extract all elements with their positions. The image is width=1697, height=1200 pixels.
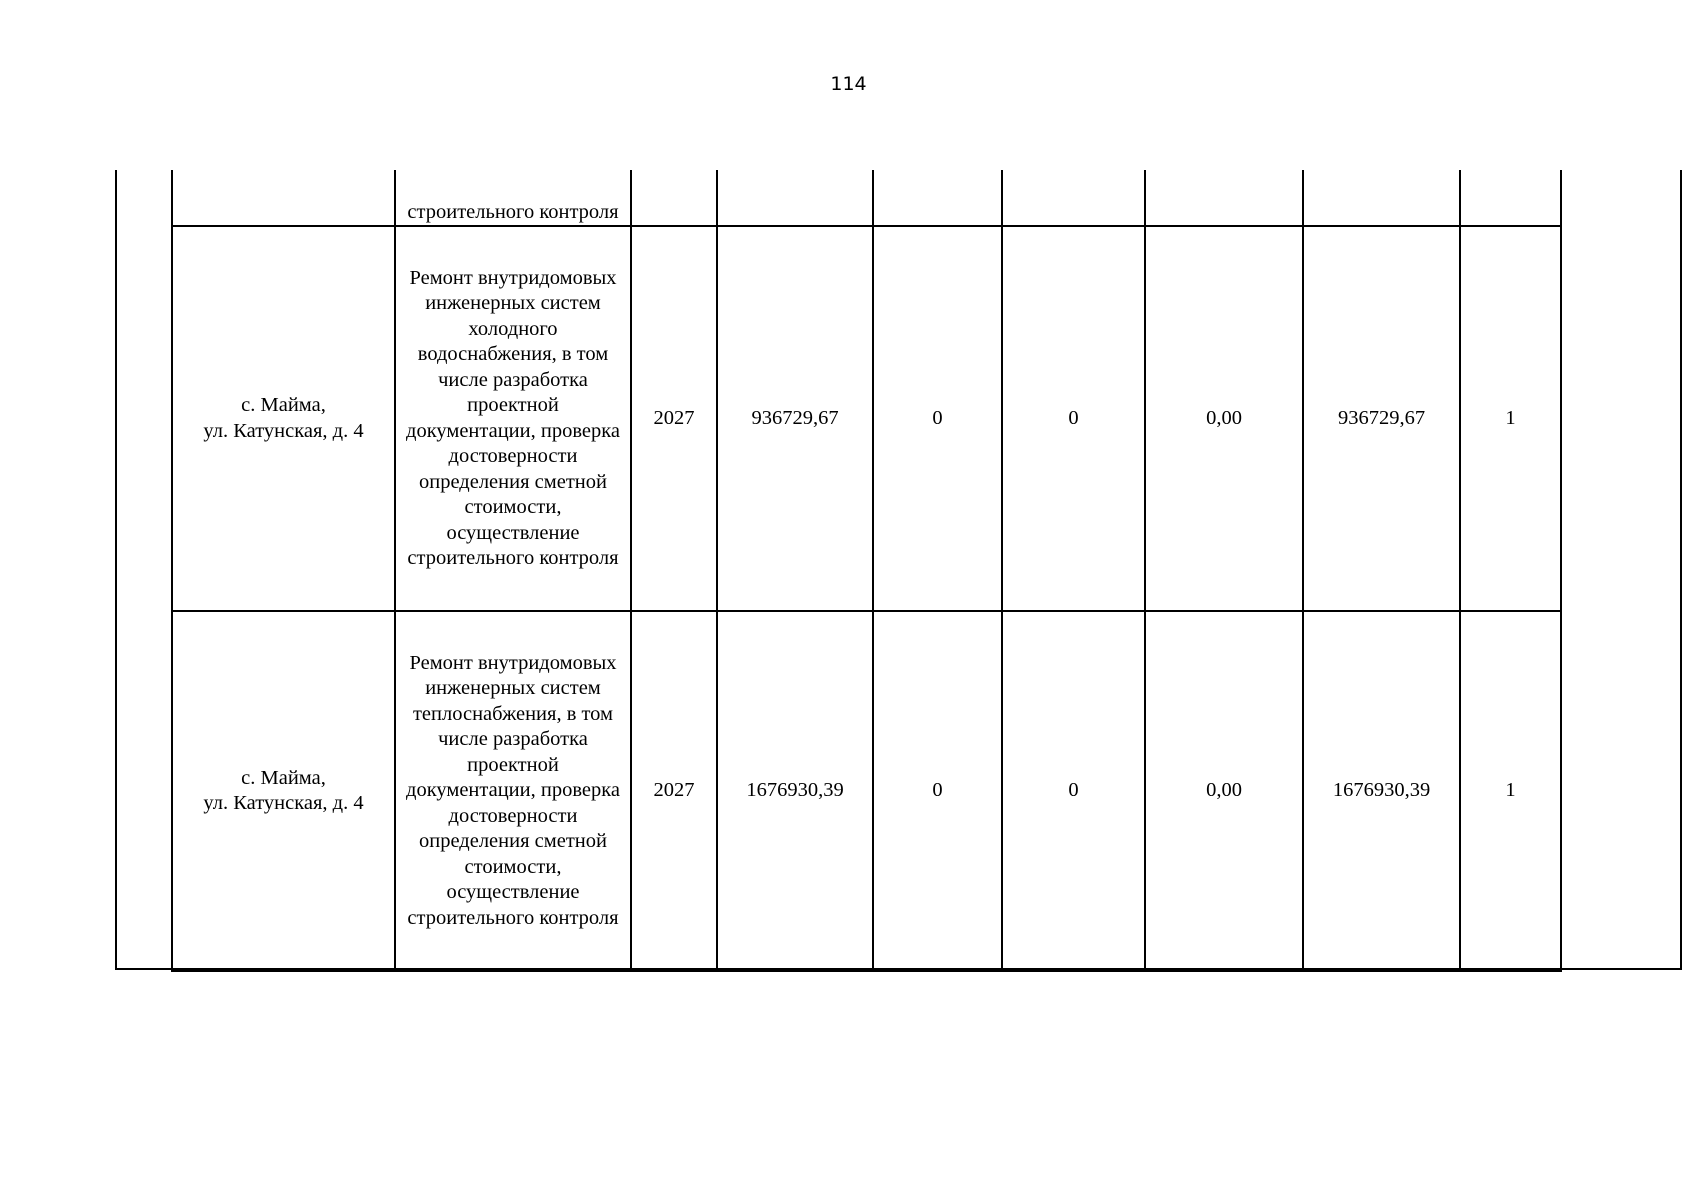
work-description-cell: строительного контроля bbox=[395, 170, 631, 226]
value-cell-c: 0,00 bbox=[1145, 226, 1303, 611]
total-cost-cell: 1676930,39 bbox=[717, 611, 873, 971]
address-line-2: ул. Катунская, д. 4 bbox=[203, 792, 364, 814]
value-cell-b: 0 bbox=[1002, 611, 1145, 971]
year-cell: 2027 bbox=[631, 611, 717, 971]
year-cell: 2027 bbox=[631, 226, 717, 611]
value-cell-e: 1 bbox=[1460, 611, 1561, 971]
total-cost-cell bbox=[717, 170, 873, 226]
value-cell-c: 0,00 bbox=[1145, 611, 1303, 971]
address-line-1: с. Майма, bbox=[241, 394, 326, 416]
address-cell bbox=[172, 226, 395, 611]
repair-register-table bbox=[171, 170, 1562, 972]
address-cell bbox=[172, 611, 395, 971]
address-cell bbox=[172, 170, 395, 226]
table-row-continuation bbox=[172, 170, 1561, 226]
value-cell-a bbox=[873, 170, 1002, 226]
page-number: 114 bbox=[830, 73, 867, 95]
value-cell-e bbox=[1460, 170, 1561, 226]
value-cell-b: 0 bbox=[1002, 226, 1145, 611]
value-cell-d bbox=[1303, 170, 1460, 226]
value-cell-d: 1676930,39 bbox=[1303, 611, 1460, 971]
total-cost-cell: 936729,67 bbox=[717, 226, 873, 611]
table-row bbox=[172, 611, 1561, 971]
value-cell-b bbox=[1002, 170, 1145, 226]
value-cell-a: 0 bbox=[873, 226, 1002, 611]
address-line-2: ул. Катунская, д. 4 bbox=[203, 419, 364, 442]
outer-frame-left-rule bbox=[115, 170, 117, 970]
value-cell-a: 0 bbox=[873, 611, 1002, 971]
table-row bbox=[172, 226, 1561, 611]
outer-frame-right-rule bbox=[1680, 170, 1682, 970]
value-cell-c bbox=[1145, 170, 1303, 226]
year-cell bbox=[631, 170, 717, 226]
address-line-1: с. Майма, bbox=[241, 766, 326, 789]
value-cell-e: 1 bbox=[1460, 226, 1561, 611]
work-description-cell: Ремонт внутридомовых инженерных систем теплоснабжения, в том числе разработка проектной документации, проверка достоверности определения сметной стоимости, осуществление строительного контроля bbox=[395, 611, 631, 971]
value-cell-d: 936729,67 bbox=[1303, 226, 1460, 611]
work-description-cell: Ремонт внутридомовых инженерных систем холодного водоснабжения, в том числе разработка проектной документации, проверка достоверности определения сметной стоимости, осуществление строительного контроля bbox=[395, 226, 631, 611]
